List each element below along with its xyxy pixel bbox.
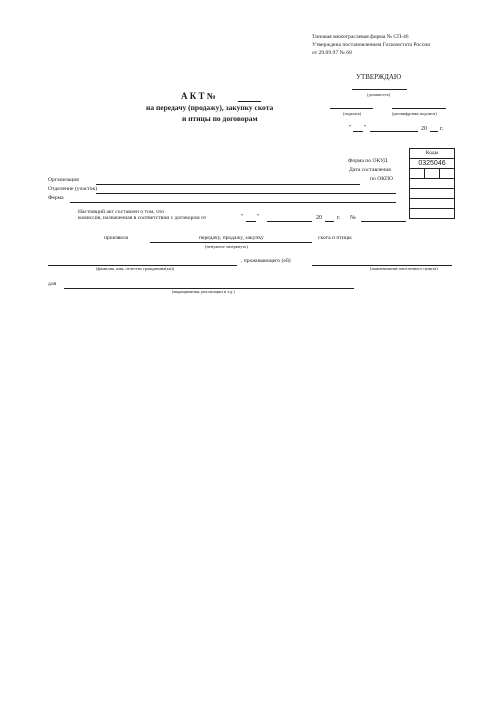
okud-label: Форма по ОКУД xyxy=(348,158,388,164)
approve-day-line xyxy=(353,131,363,132)
department-label: Отделение (участок) xyxy=(48,186,98,192)
produced-label: произвела xyxy=(104,235,129,241)
signature-caption: (подпись) xyxy=(343,111,362,116)
farm-line xyxy=(70,202,396,203)
decree-date-line: от 29.09.97 № 68 xyxy=(312,50,352,56)
position-caption: (должность) xyxy=(367,92,391,97)
approve-year-line xyxy=(430,131,438,132)
organization-line xyxy=(96,184,360,185)
contract-number-sign: № xyxy=(350,215,356,221)
body-commission: комиссия, назначенная в соответствии с договором от xyxy=(78,215,207,221)
unneeded-caption: (ненужное зачеркнуть) xyxy=(205,244,248,249)
contract-day-line xyxy=(246,221,256,222)
decoding-caption: (расшифровка подписи) xyxy=(392,111,437,116)
farm-label: Ферма xyxy=(48,195,64,201)
operation-options: передачу, продажу, закупку xyxy=(199,235,264,241)
purpose-caption: (выращивания, реализации и т.д.) xyxy=(172,289,235,294)
operation-line xyxy=(150,242,312,243)
department-line xyxy=(96,193,396,194)
act-number-line xyxy=(238,101,261,102)
dept-code xyxy=(410,199,454,209)
residing-label: , проживающего (ей) xyxy=(241,258,291,264)
approve-year-suffix: г. xyxy=(440,126,444,132)
body-intro: Настоящий акт составлен о том, что xyxy=(78,209,165,215)
act-title: А К Т № xyxy=(181,91,216,101)
okpo-code xyxy=(410,179,454,189)
codes-header: Коды xyxy=(410,149,454,159)
approve-year-prefix: 20 xyxy=(421,126,427,132)
contract-quote-open: " xyxy=(241,214,244,220)
codes-table xyxy=(409,148,455,219)
contract-year-line xyxy=(325,221,334,222)
act-subtitle-2: и птицы по договорам xyxy=(182,114,258,123)
form-type-line: Типовая межотраслевая форма № СП-46 xyxy=(312,34,409,40)
organization-label: Организация xyxy=(48,177,79,183)
act-subtitle-1: на передачу (продажу), закупку скота xyxy=(146,103,274,112)
approve-month-line xyxy=(370,131,418,132)
approve-title: УТВЕРЖДАЮ xyxy=(356,73,402,81)
contract-month-line xyxy=(267,221,312,222)
date-label: Дата составления xyxy=(349,167,391,173)
farm-code xyxy=(410,209,454,218)
decoding-line xyxy=(392,108,446,109)
signature-line xyxy=(330,108,373,109)
position-line xyxy=(352,89,407,90)
contract-number-line xyxy=(361,221,406,222)
contract-year-prefix: 20 xyxy=(316,215,322,221)
name-caption: (фамилия, имя, отчество гражданина(ки)) xyxy=(96,266,175,271)
date-code-cells xyxy=(410,169,454,179)
okpo-label: по ОКПО xyxy=(370,176,394,182)
okud-code: 0325046 xyxy=(410,159,454,169)
contract-year-suffix: г. xyxy=(337,215,341,221)
approve-quote-close: " xyxy=(364,125,367,131)
org-code xyxy=(410,189,454,199)
contract-quote-close: " xyxy=(257,214,260,220)
for-label: для xyxy=(48,281,57,287)
settlement-caption: (наименование населенного пункта) xyxy=(370,266,438,271)
approve-quote-open: " xyxy=(349,125,352,131)
approval-decree-line: Утверждена постановлением Госкомстата России xyxy=(312,42,431,48)
livestock-label: скота и птицы xyxy=(318,235,352,241)
